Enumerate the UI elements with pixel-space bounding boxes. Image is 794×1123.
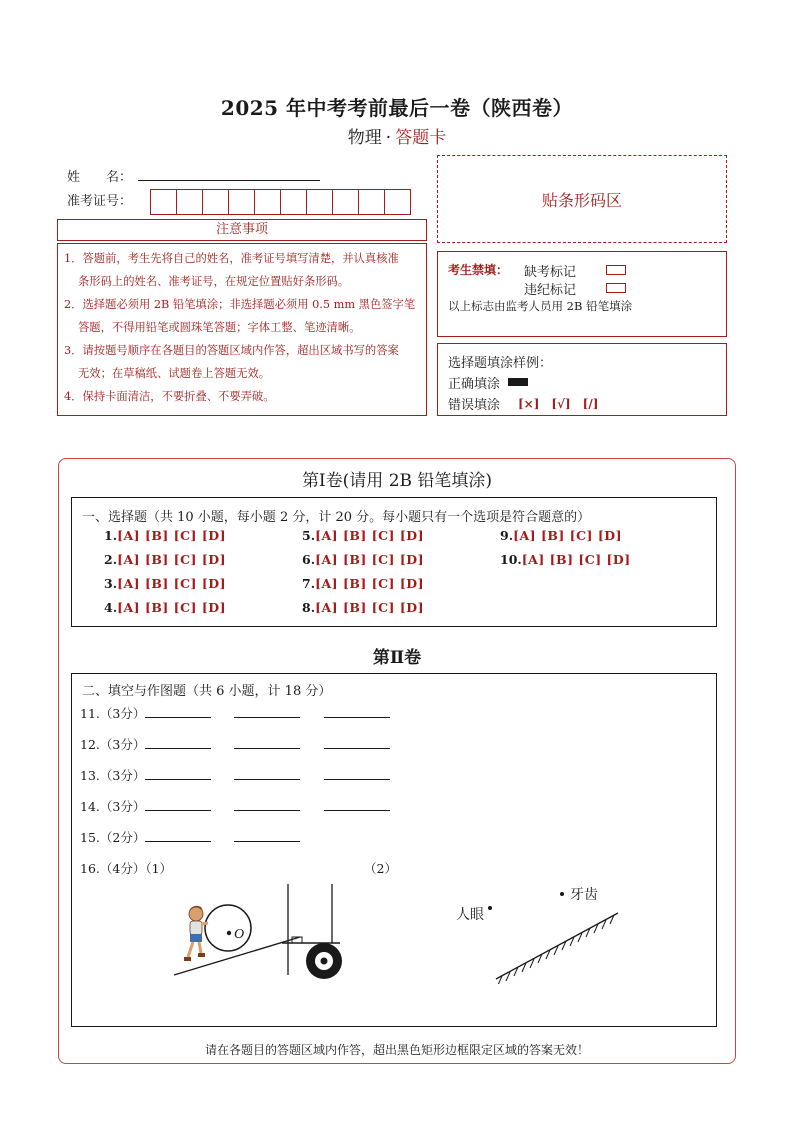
mcq-question[interactable]: 1.[A] [B] [C] [D] [104,528,226,543]
violation-label: 违纪标记 [524,283,577,298]
notice-line: 无效；在草稿纸、试题卷上答题无效。 [78,367,271,380]
part1-title: 第Ⅰ卷(请用 2B 铅笔填涂) [301,471,493,491]
answer-blank[interactable] [324,779,390,780]
wrong-fill-marks: [×] [√] [/] [518,397,599,411]
answer-blank[interactable] [234,748,300,749]
answer-blank[interactable] [145,810,211,811]
id-digit-box[interactable] [359,190,385,214]
notice-line: 1．答题前，考生先将自己的姓名，准考证号填写清楚，并认真核准 [64,252,399,265]
answer-blank[interactable] [145,748,211,749]
mcq-section [71,497,717,627]
id-digit-box[interactable] [385,190,410,214]
tooth-label: 牙齿 [570,888,598,903]
mcq-question[interactable]: 10.[A] [B] [C] [D] [500,552,631,567]
missing-exam-label: 缺考标记 [524,265,577,280]
mcq-question[interactable]: 6.[A] [B] [C] [D] [302,552,424,567]
answer-blank[interactable] [145,717,211,718]
answer-blank[interactable] [234,717,300,718]
mcq-question[interactable]: 7.[A] [B] [C] [D] [302,576,424,591]
id-digit-box[interactable] [307,190,333,214]
eye-point [488,906,492,910]
examiner-marks-box [437,251,727,337]
subtitle-dot: · [385,128,392,148]
part2-title: 第Ⅱ卷 [372,648,422,668]
answer-blank[interactable] [234,810,300,811]
id-digit-box[interactable] [203,190,229,214]
answer-blank[interactable] [324,810,390,811]
answer-blank[interactable] [145,841,211,842]
mcq-question[interactable]: 2.[A] [B] [C] [D] [104,552,226,567]
boy-head [189,907,203,921]
mcq-question[interactable]: 4.[A] [B] [C] [D] [104,600,226,615]
answer-blank[interactable] [234,779,300,780]
notice-body [57,243,427,416]
fill-question-label: 13.（3分） [80,768,146,783]
correct-fill-mark [508,378,528,386]
page-subtitle [0,123,794,148]
fill-question-label: 11.（3分） [80,706,146,721]
eye-label: 人眼 [456,908,484,923]
id-number-boxes[interactable] [150,189,411,215]
answer-blank[interactable] [324,717,390,718]
id-digit-box[interactable] [333,190,359,214]
ball-center-dot [227,931,231,935]
id-digit-box[interactable] [151,190,177,214]
boy-leg [199,942,201,953]
mcq-question[interactable]: 8.[A] [B] [C] [D] [302,600,424,615]
boy-shoe [198,953,205,957]
wheel-hub [321,958,328,965]
violation-mark[interactable] [606,283,626,293]
boy-leg [188,942,193,957]
mcq-question[interactable]: 5.[A] [B] [C] [D] [302,528,424,543]
figure-ramp-lever[interactable] [168,879,358,979]
correct-fill-label: 正确填涂 [448,377,501,392]
mirror-line [496,913,618,979]
answer-blank[interactable] [145,779,211,780]
boy-shoe [184,957,191,961]
page-title: 2025 年中考考前最后一卷（陕西卷） [220,96,574,120]
boy-shorts [190,934,202,942]
card-label: 答题卡 [395,128,447,148]
notice-line: 2．选择题必须用 2B 铅笔填涂；非选择题必须用 0.5 mm 黑色签字笔 [64,298,416,311]
id-digit-box[interactable] [229,190,255,214]
id-label: 准考证号： [67,194,133,209]
fill-question-label: 16.（4分）（1） [80,861,173,876]
name-input-line[interactable] [138,180,320,181]
subquestion-2-label: （2） [364,861,397,876]
notice-line: 答题，不得用铅笔或圆珠笔答题；字体工整、笔迹清晰。 [78,321,361,334]
fill-section [71,673,717,1027]
fill-heading: 二、填空与作图题（共 6 小题，计 18 分） [82,684,332,699]
missing-exam-mark[interactable] [606,265,626,275]
footer-warning: 请在各题目的答题区域内作答，超出黑色矩形边框限定区域的答案无效！ [204,1043,589,1057]
name-label: 姓 名： [67,170,133,185]
ball-center-label: O [234,927,245,942]
notice-line: 条形码上的姓名、准考证号，在规定位置贴好条形码。 [78,275,350,288]
figure-mirror[interactable] [450,879,630,984]
fill-sample-box [437,343,727,416]
subject-label: 物理 [347,128,382,148]
mcq-question[interactable]: 3.[A] [B] [C] [D] [104,576,226,591]
fill-question-label: 15.（2分） [80,830,146,845]
tooth-point [560,892,564,896]
id-digit-box[interactable] [281,190,307,214]
notice-line: 3．请按题号顺序在各题目的答题区域内作答，超出区域书写的答案 [64,344,399,357]
notice-line: 4．保持卡面清洁，不要折叠、不要弄破。 [64,390,275,403]
mcq-heading: 一、选择题（共 10 小题，每小题 2 分，计 20 分。每小题只有一个选项是符合题意的） [82,510,591,525]
fill-question-label: 12.（3分） [80,737,146,752]
wrong-fill-label: 错误填涂 [448,398,501,413]
barcode-label: 贴条形码区 [541,190,622,210]
examiner-note: 以上标志由监考人员用 2B 铅笔填涂 [448,299,633,313]
forbidden-label: 考生禁填： [448,263,509,277]
fill-question-label: 14.（3分） [80,799,146,814]
boy-shirt [190,921,202,935]
id-digit-box[interactable] [177,190,203,214]
boy-arm [201,923,208,924]
answer-blank[interactable] [234,841,300,842]
answer-blank[interactable] [324,748,390,749]
id-digit-box[interactable] [255,190,281,214]
barcode-area [437,155,727,243]
mcq-question[interactable]: 9.[A] [B] [C] [D] [500,528,622,543]
notice-heading: 注意事项 [57,219,427,241]
sample-title: 选择题填涂样例： [448,356,553,371]
